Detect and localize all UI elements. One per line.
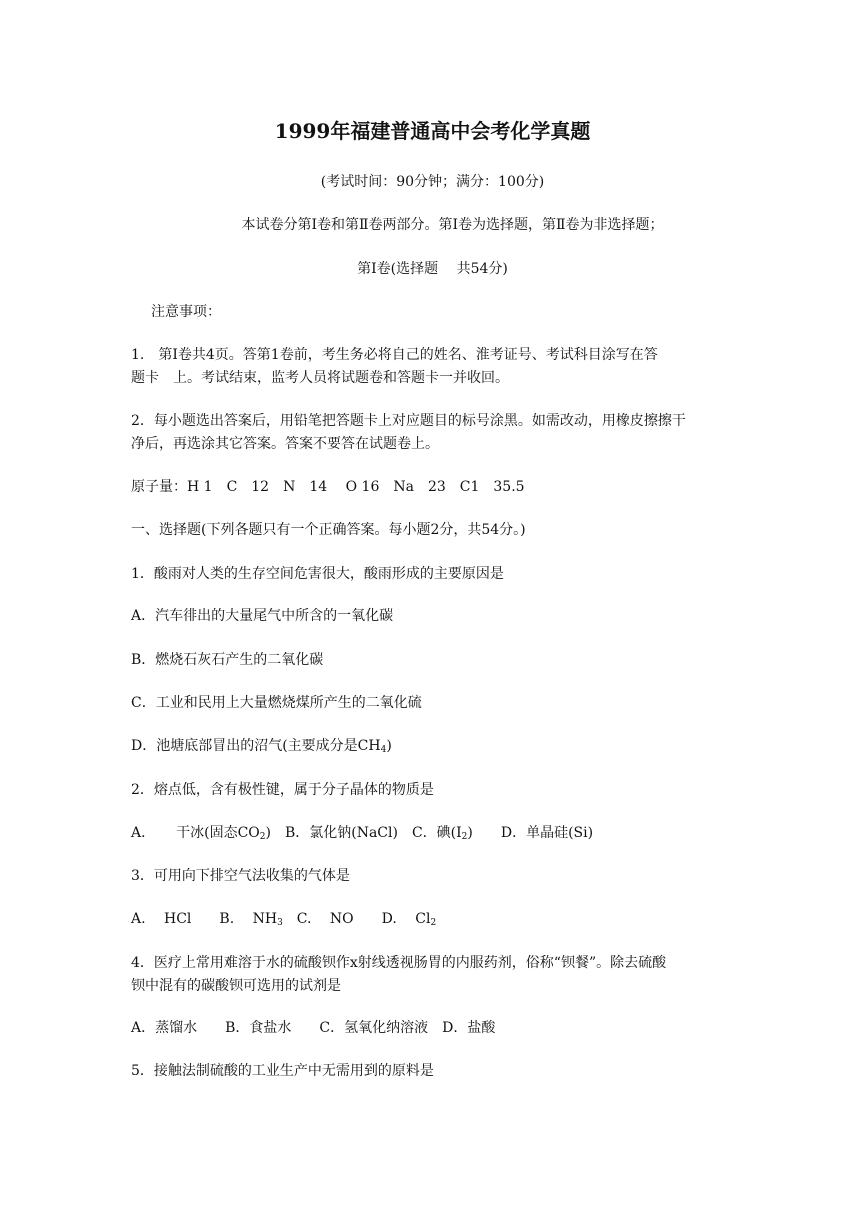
q2-option-a-text: A． 干冰(固态CO [131, 825, 260, 841]
q2-option-c-sub: 2 [461, 832, 468, 842]
q1-option-b: B．燃烧石灰石产生的二氧化碳 [131, 652, 324, 668]
section1-heading: 第Ⅰ卷(选择题 共54分) [357, 261, 508, 277]
q1-option-d-text: D．池塘底部冒出的沼气(主要成分是CH [131, 738, 381, 754]
q4-stem-line2: 钡中混有的碳酸钡可选用的试剂是 [131, 978, 341, 994]
q1-option-d [131, 736, 392, 760]
notes-heading: 注意事项： [151, 304, 221, 320]
exam-info: (考试时间：90分钟；满分：100分) [320, 174, 545, 190]
q1-stem: 1．酸雨对人类的生存空间危害很大，酸雨形成的主要原因是 [131, 566, 504, 582]
q3-options [131, 909, 436, 933]
note1-line1: 1. 第Ⅰ卷共4页。答第1卷前，考生务必将自己的姓名、淮考证号、考试科目涂写在答 [131, 347, 658, 363]
q3-option-b-sub: 3 [277, 918, 283, 928]
q1-option-d-sub: 4 [380, 745, 387, 755]
q1-option-a: A．汽车徘出的大量尾气中所含的一氧化碳 [131, 608, 394, 624]
q2-option-b-text: ) B．氯化钠(NaCl) C．碘(I [265, 825, 462, 841]
intro-text: 本试卷分第Ⅰ卷和第Ⅱ卷两部分。第Ⅰ卷为选择题，第Ⅱ卷为非选择题； [241, 217, 664, 233]
q2-stem: 2．熔点低，含有极性键，属于分子晶体的物质是 [131, 782, 434, 798]
q3-option-c-text: C. NO D. Cl [282, 911, 431, 927]
q3-stem: 3．可用向下排空气法收集的气体是 [131, 868, 350, 884]
q3-options-text: A. HCl B. NH [131, 911, 278, 927]
q2-options [131, 823, 593, 847]
note1-line2: 题卡 上。考试结束，监考人员将试题卷和答题卡一并收回。 [131, 370, 509, 386]
q2-option-a-sub: 2 [259, 832, 266, 842]
part1-heading: 一、选择题(下列各题只有一个正确答案。每小题2分，共54分。) [131, 522, 526, 538]
atomic-masses: 原子量：H 1 C 12 N 14 O 16 Na 23 C1 35.5 [131, 479, 525, 495]
q2-option-d-text: ) D．单晶硅(Si) [467, 825, 594, 841]
note2-line1: 2．每小题选出答案后，用铅笔把答题卡上对应题目的标号涂黑。如需改动，用橡皮擦擦干 [131, 413, 686, 429]
q1-option-d-end: ) [386, 738, 392, 754]
q3-option-d-sub: 2 [430, 918, 437, 928]
q4-options: A．蒸馏水 B．食盐水 C．氢氧化纳溶液 D．盐酸 [131, 1020, 496, 1036]
q1-option-c: C．工业和民用上大量燃烧煤所产生的二氧化硫 [131, 695, 422, 711]
q5-stem: 5．接触法制硫酸的工业生产中无需用到的原料是 [131, 1063, 434, 1079]
exam-title: 1999年福建普通高中会考化学真题 [274, 119, 591, 143]
q4-stem-line1: 4．医疗上常用难溶于水的硫酸钡作x射线透视肠胃的内服药剂，俗称“钡餐”。除去硫酸 [131, 955, 667, 971]
note2-line2: 净后，再选涂其它答案。答案不要答在试题卷上。 [131, 436, 439, 452]
